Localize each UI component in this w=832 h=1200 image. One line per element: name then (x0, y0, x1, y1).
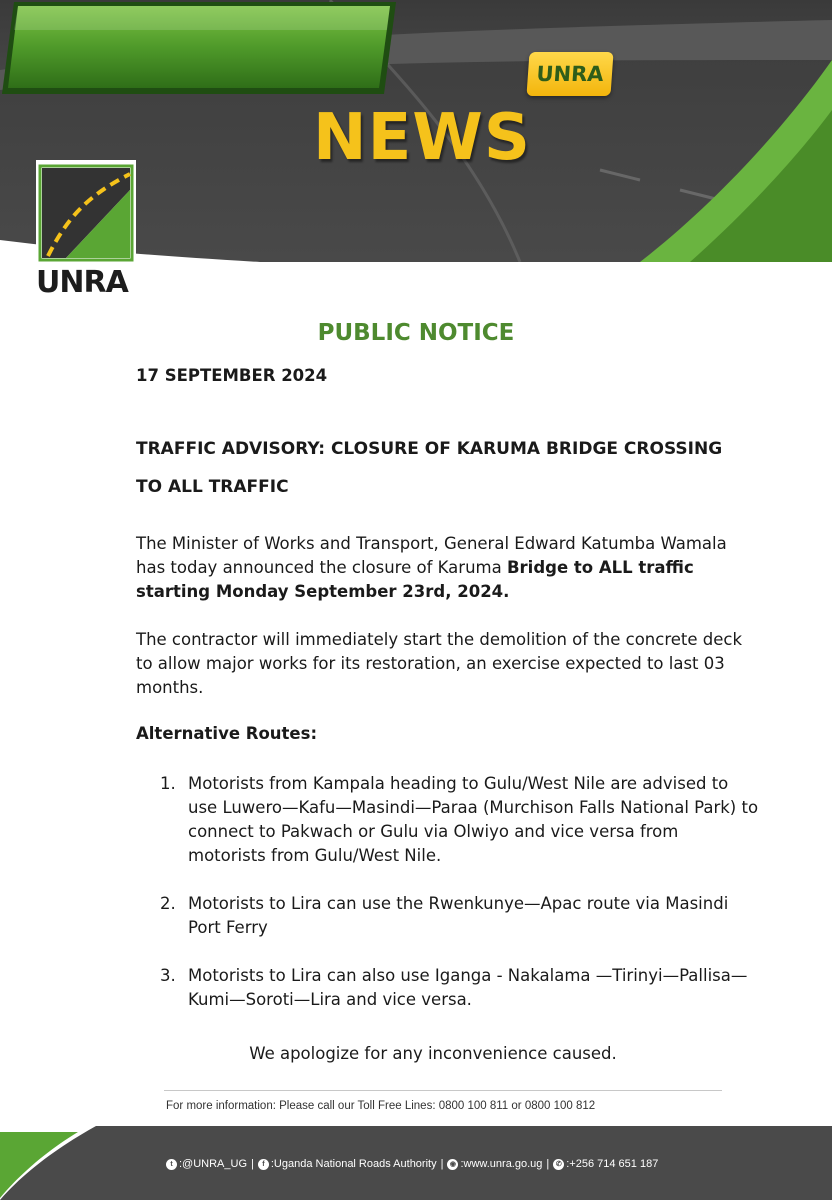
contact-info-text: For more information: Please call our Toll Free Lines: 0800 100 811 or 0800 100 812 (166, 1100, 596, 1112)
contractor-paragraph: The contractor will immediately start the demolition of the concrete deck to allow major works for its restoration, an exercise expected to last 03 months. (136, 630, 743, 697)
route-text: Motorists to Lira can use the Rwenkunye—Apac route via Masindi Port Ferry (188, 894, 729, 937)
news-badge-graphic (0, 0, 398, 96)
notice-date: 17 SEPTEMBER 2024 (136, 366, 328, 385)
footer-separator: | (251, 1158, 254, 1170)
website-link[interactable]: :www.unra.go.ug (460, 1158, 543, 1170)
unra-logo-icon (36, 160, 136, 264)
apology-text: We apologize for any inconvenience caused. (249, 1044, 617, 1063)
route-number: 1. (160, 774, 176, 793)
twitter-icon[interactable]: t (166, 1159, 177, 1170)
announcement-text: The Minister of Works and Transport, General Edward Katumba Wamala has today announced the closure of Karuma (136, 534, 727, 577)
route-number: 2. (160, 894, 176, 913)
unra-logo-wordmark: UNRA (36, 264, 128, 300)
news-badge-title: NEWS (313, 101, 531, 175)
facebook-icon[interactable]: f (258, 1159, 269, 1170)
whatsapp-icon[interactable]: ✆ (553, 1159, 564, 1170)
footer-separator: | (546, 1158, 550, 1170)
advisory-line: TRAFFIC ADVISORY: CLOSURE OF KARUMA BRIDGE CROSSING (136, 439, 723, 459)
route-text: Motorists to Lira can also use Iganga - Nakalama —Tirinyi—Pallisa—Kumi—Soroti—Lira and vice versa. (188, 966, 748, 1009)
footer-separator: | (440, 1158, 444, 1170)
alternative-routes-heading: Alternative Routes: (136, 724, 318, 743)
globe-icon[interactable]: ◉ (447, 1159, 458, 1170)
advisory-line: TO ALL TRAFFIC (136, 477, 289, 497)
unra-badge-tag: UNRA (526, 52, 613, 96)
list-item (160, 964, 760, 1012)
page-title: PUBLIC NOTICE (317, 320, 515, 346)
announcement-paragraph (136, 532, 756, 604)
footer-contacts (166, 1158, 706, 1170)
list-item (160, 772, 760, 868)
route-number: 3. (160, 966, 176, 985)
list-item (160, 892, 760, 940)
divider (164, 1090, 722, 1091)
advisory-heading (136, 430, 776, 506)
announcement-emphasis: Bridge to ALL traffic starting Monday September 23rd, 2024. (136, 558, 694, 601)
facebook-page-link[interactable]: :Uganda National Roads Authority (270, 1158, 437, 1170)
phone-number[interactable]: :+256 714 651 187 (566, 1158, 659, 1170)
twitter-handle-link[interactable]: :@UNRA_UG (179, 1158, 248, 1170)
route-text: Motorists from Kampala heading to Gulu/West Nile are advised to use Luwero—Kafu—Masindi—Paraa (Murchison Falls National Park) to connect to Pakwach or Gulu via Olwiyo and vice versa from motorists from Gulu/West Nile. (188, 774, 759, 865)
